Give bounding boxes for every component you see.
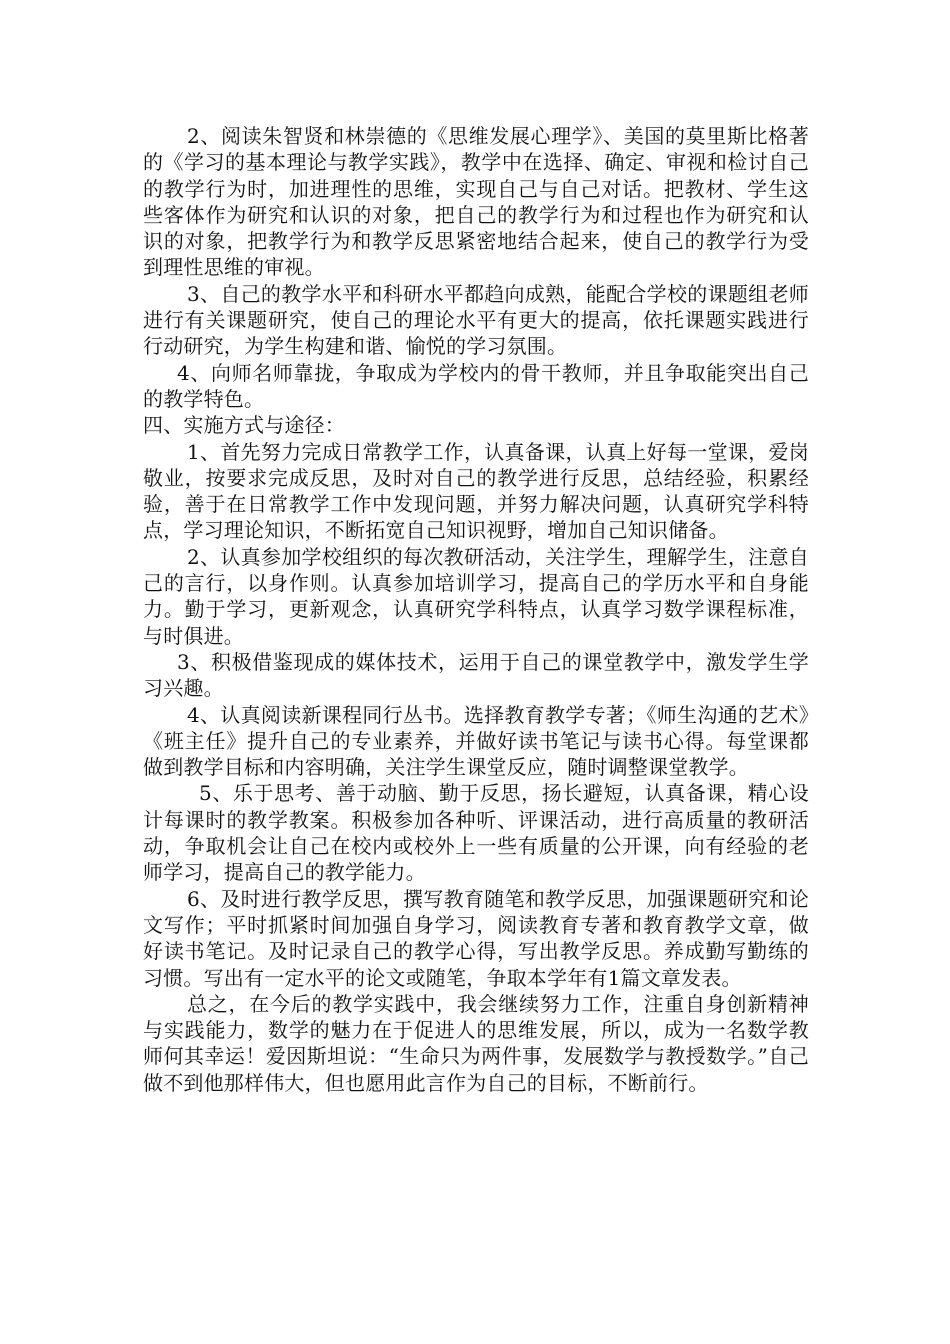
document-body xyxy=(143,123,809,1096)
paragraph-reflection-lesson-design: 5、乐于思考、善于动脑、勤于反思，扬长避短，认真备课，精心设计每课时的教学教案。积极参加各种听、评课活动，进行高质量的教研活动，争取机会让自己在校内或校外上一些有质量的公开课，向有经验的老师学习，提高自己的教学能力。 xyxy=(143,781,809,885)
section-heading-implementation: 四、实施方式与途径： xyxy=(143,413,345,438)
paragraph-teaching-research-activities: 2、认真参加学校组织的每次教研活动，关注学生，理解学生，注意自己的言行，以身作则。认真参加培训学习，提高自己的学历水平和自身能力。勤于学习，更新观念，认真研究学科特点，认真学习数学课程标准，与时俱进。 xyxy=(143,544,809,648)
paragraph-writing-reflection: 6、及时进行教学反思，撰写教育随笔和教学反思，加强课题研究和论文写作；平时抓紧时间加强自身学习，阅读教育专著和教育教学文章，做好读书笔记。及时记录自己的教学心得，写出教学反思。养成勤写勤练的习惯。写出有一定水平的论文或随笔，争取本学年有1篇文章发表。 xyxy=(143,886,809,990)
paragraph-research-level: 3、自己的教学水平和科研水平都趋向成熟，能配合学校的课题组老师进行有关课题研究，使自己的理论水平有更大的提高，依托课题实践进行行动研究，为学生构建和谐、愉悦的学习氛围。 xyxy=(143,281,809,359)
paragraph-reading-books: 4、认真阅读新课程同行丛书。选择教育教学专著；《师生沟通的艺术》《班主任》提升自己的专业素养，并做好读书笔记与读书心得。每堂课都做到教学目标和内容明确，关注学生课堂反应，随时调整课堂教学。 xyxy=(143,702,809,780)
paragraph-media-technology: 3、积极借鉴现成的媒体技术，运用于自己的课堂教学中，激发学生学习兴趣。 xyxy=(143,649,809,701)
paragraph-backbone-teacher: 4、向师名师靠拢，争取成为学校内的骨干教师，并且争取能突出自己的教学特色。 xyxy=(143,360,809,411)
paragraph-daily-teaching: 1、首先努力完成日常教学工作，认真备课，认真上好每一堂课，爱岗敬业，按要求完成反思，及时对自己的教学进行反思，总结经验，积累经验，善于在日常教学工作中发现问题，并努力解决问题，认真研究学科特点，学习理论知识，不断拓宽自己知识视野，增加自己知识储备。 xyxy=(143,439,809,543)
paragraph-reading-plan: 2、阅读朱智贤和林崇德的《思维发展心理学》、美国的莫里斯比格著的《学习的基本理论与教学实践》，教学中在选择、确定、审视和检讨自己的教学行为时，加进理性的思维，实现自己与自己对话。把教材、学生这些客体作为研究和认识的对象，把自己的教学行为和过程也作为研究和认识的对象，把教学行为和教学反思紧密地结合起来，使自己的教学行为受到理性思维的审视。 xyxy=(143,124,809,280)
paragraph-conclusion: 总之，在今后的教学实践中，我会继续努力工作，注重自身创新精神与实践能力，数学的魅力在于促进人的思维发展，所以，成为一名数学教师何其幸运！爱因斯坦说：“生命只为两件事，发展数学与教授数学。”自己做不到他那样伟大，但也愿用此言作为自己的目标，不断前行。 xyxy=(143,991,809,1095)
